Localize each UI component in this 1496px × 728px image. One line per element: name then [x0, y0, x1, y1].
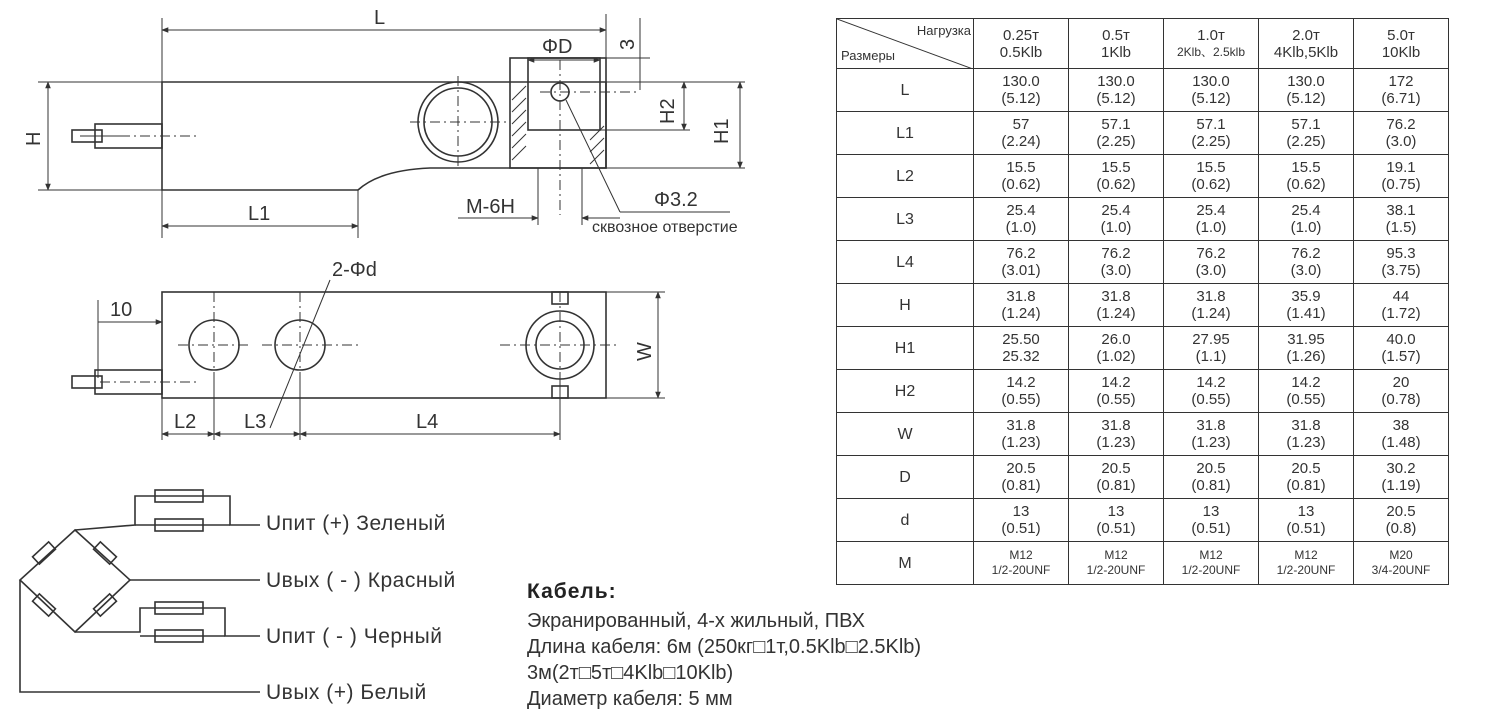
table-row [837, 155, 1449, 198]
table-cell: 14.2 (0.55) [1164, 370, 1259, 413]
column-header: 0.5т 1Klb [1069, 19, 1164, 69]
table-cell: 57 (2.24) [974, 112, 1069, 155]
dim-M6H: M-6H [466, 196, 515, 218]
cable-info [527, 580, 921, 712]
table-cell: 31.8 (1.24) [974, 284, 1069, 327]
through-hole-label: сквозное отверстие [592, 219, 738, 236]
table-header-row [837, 19, 1449, 69]
wire-label-output-plus: Uвых (+) Белый [266, 681, 427, 704]
table-body [837, 69, 1449, 585]
table-cell: 15.5 (0.62) [1259, 155, 1354, 198]
table-cell: 25.4 (1.0) [1259, 198, 1354, 241]
table-cell: 31.8 (1.23) [1259, 413, 1354, 456]
row-header: H1 [837, 327, 974, 370]
table-cell: 19.1 (0.75) [1354, 155, 1449, 198]
table-cell: 20.5 (0.81) [1164, 456, 1259, 499]
side-view [23, 7, 745, 238]
row-header: M [837, 542, 974, 585]
table-row [837, 499, 1449, 542]
table-cell: 31.8 (1.23) [1164, 413, 1259, 456]
table-cell: 20.5 (0.81) [1259, 456, 1354, 499]
table-row [837, 284, 1449, 327]
dim-H1: H1 [711, 118, 733, 144]
column-header: 0.25т 0.5Klb [974, 19, 1069, 69]
cable-line-length-3m: 3м(2т□5т□4Klb□10Klb) [527, 662, 734, 684]
table-cell: 25.4 (1.0) [1164, 198, 1259, 241]
table-cell: 13 (0.51) [974, 499, 1069, 542]
row-header: W [837, 413, 974, 456]
table-cell: 26.0 (1.02) [1069, 327, 1164, 370]
table-row [837, 413, 1449, 456]
table-cell: 172 (6.71) [1354, 69, 1449, 112]
table-cell: 76.2 (3.01) [974, 241, 1069, 284]
table-row [837, 370, 1449, 413]
table-cell: 130.0 (5.12) [1164, 69, 1259, 112]
table-cell: 57.1 (2.25) [1164, 112, 1259, 155]
table-cell: 57.1 (2.25) [1259, 112, 1354, 155]
wire-label-output-minus: Uвых ( - ) Красный [266, 569, 456, 592]
wiring-bridge [20, 490, 260, 692]
row-header: d [837, 499, 974, 542]
cable-title: Кабель: [527, 580, 617, 603]
row-header: D [837, 456, 974, 499]
table-row [837, 456, 1449, 499]
table-cell: 15.5 (0.62) [1069, 155, 1164, 198]
table-cell: 76.2 (3.0) [1354, 112, 1449, 155]
table-cell: 95.3 (3.75) [1354, 241, 1449, 284]
table-cell: M12 1/2-20UNF [974, 542, 1069, 585]
table-cell: 57.1 (2.25) [1069, 112, 1164, 155]
table-cell: 20.5 (0.81) [974, 456, 1069, 499]
row-header: L2 [837, 155, 974, 198]
corner-size-label: Размеры [841, 48, 896, 63]
table-cell: 38 (1.48) [1354, 413, 1449, 456]
table-corner-cell [837, 19, 974, 69]
table-cell: 76.2 (3.0) [1069, 241, 1164, 284]
table-cell: 25.50 25.32 [974, 327, 1069, 370]
table-cell: 20.5 (0.8) [1354, 499, 1449, 542]
table-cell: 38.1 (1.5) [1354, 198, 1449, 241]
dim-L: L [374, 7, 386, 29]
row-header: H2 [837, 370, 974, 413]
table-cell: 20 (0.78) [1354, 370, 1449, 413]
wire-label-supply-plus: Uпит (+) Зеленый [266, 512, 446, 535]
table-row [837, 327, 1449, 370]
table-cell: 40.0 (1.57) [1354, 327, 1449, 370]
cable-line-diameter: Диаметр кабеля: 5 мм [527, 688, 733, 710]
row-header: L [837, 69, 974, 112]
row-header: L3 [837, 198, 974, 241]
table-cell: 30.2 (1.19) [1354, 456, 1449, 499]
column-header: 5.0т 10Klb [1354, 19, 1449, 69]
table-cell: 31.8 (1.23) [974, 413, 1069, 456]
dim-L2: L2 [174, 411, 197, 433]
table-cell: 130.0 (5.12) [1069, 69, 1164, 112]
table-cell: 31.8 (1.23) [1069, 413, 1164, 456]
table-cell: M12 1/2-20UNF [1164, 542, 1259, 585]
table-cell: 76.2 (3.0) [1164, 241, 1259, 284]
dim-three: 3 [617, 38, 639, 50]
table-cell: 13 (0.51) [1259, 499, 1354, 542]
table-cell: 31.8 (1.24) [1069, 284, 1164, 327]
cable-line-type: Экранированный, 4-х жильный, ПВХ [527, 610, 865, 632]
table-cell: 20.5 (0.81) [1069, 456, 1164, 499]
row-header: H [837, 284, 974, 327]
table-row [837, 69, 1449, 112]
table-cell: M12 1/2-20UNF [1259, 542, 1354, 585]
table-cell: 44 (1.72) [1354, 284, 1449, 327]
table-cell: 35.9 (1.41) [1259, 284, 1354, 327]
table-cell: 31.95 (1.26) [1259, 327, 1354, 370]
table-cell: 130.0 (5.12) [1259, 69, 1354, 112]
table-row [837, 542, 1449, 585]
table-cell: 13 (0.51) [1164, 499, 1259, 542]
table-cell: M12 1/2-20UNF [1069, 542, 1164, 585]
table-cell: 130.0 (5.12) [974, 69, 1069, 112]
table-cell: 15.5 (0.62) [1164, 155, 1259, 198]
table-cell: 15.5 (0.62) [974, 155, 1069, 198]
table-cell: 14.2 (0.55) [1259, 370, 1354, 413]
dim-L4: L4 [416, 411, 439, 433]
dim-phi32: Φ3.2 [654, 189, 698, 211]
top-view [72, 259, 665, 440]
table-cell: 76.2 (3.0) [1259, 241, 1354, 284]
dim-H: H [23, 131, 45, 146]
cable-line-length-6m: Длина кабеля: 6м (250кг□1т,0.5Klb□2.5Klb) [527, 636, 922, 658]
table-cell: 14.2 (0.55) [974, 370, 1069, 413]
table-cell: 25.4 (1.0) [1069, 198, 1164, 241]
table-row [837, 241, 1449, 284]
corner-load-label: Нагрузка [916, 23, 971, 38]
table-cell: M20 3/4-20UNF [1354, 542, 1449, 585]
dim-2phid: 2-Φd [332, 259, 377, 281]
dimensions-table [836, 18, 1449, 585]
table-cell: 25.4 (1.0) [974, 198, 1069, 241]
table-row [837, 198, 1449, 241]
table-cell: 31.8 (1.24) [1164, 284, 1259, 327]
dim-L1: L1 [248, 203, 271, 225]
row-header: L4 [837, 241, 974, 284]
dim-H2: H2 [657, 98, 679, 124]
dim-L3: L3 [244, 411, 267, 433]
column-header: 2.0т 4Klb,5Klb [1259, 19, 1354, 69]
table-cell: 13 (0.51) [1069, 499, 1164, 542]
wire-label-supply-minus: Uпит ( - ) Черный [266, 625, 443, 648]
dim-phiD: ΦD [542, 36, 573, 58]
dim-W: W [634, 342, 656, 361]
row-header: L1 [837, 112, 974, 155]
table-cell: 14.2 (0.55) [1069, 370, 1164, 413]
dim-ten: 10 [110, 299, 133, 321]
table-cell: 27.95 (1.1) [1164, 327, 1259, 370]
table-row [837, 112, 1449, 155]
column-header: 1.0т 2Klb、2.5klb [1164, 19, 1259, 69]
